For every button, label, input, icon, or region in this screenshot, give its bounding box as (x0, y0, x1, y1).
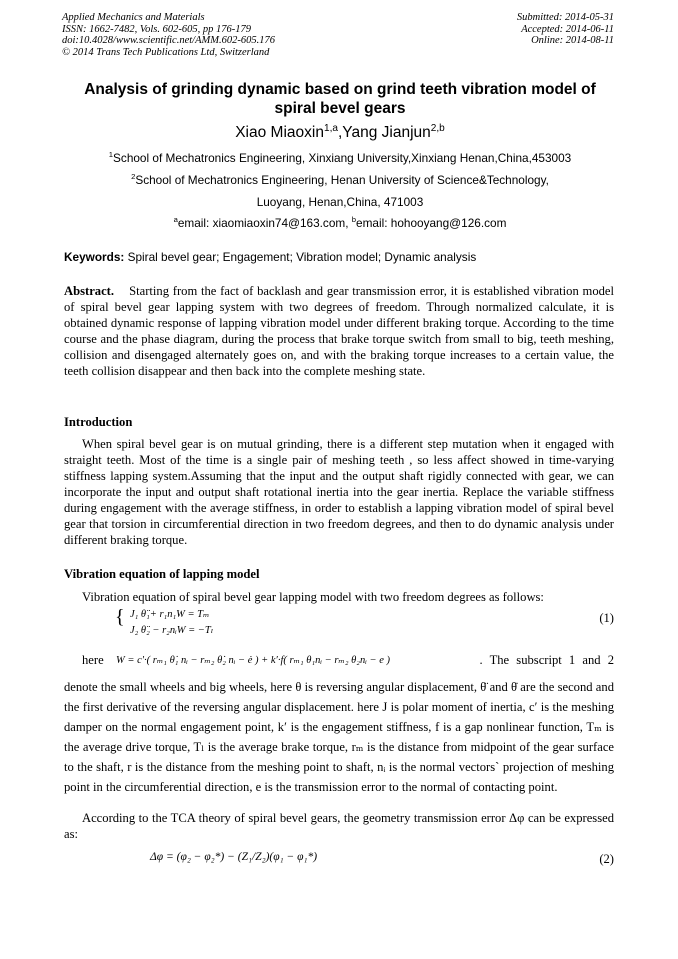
aff1-sup: 1 (108, 150, 114, 160)
here-label: here (82, 653, 104, 667)
w-equation: W = c′·( rₘ₁ θ̇₁ nᵢ − rₘ₂ θ̇₂ nᵢ − ė ) + k′·f( rₘ₁ θ₁nᵢ − rₘ₂ θ₂nᵢ − e ) (116, 655, 390, 666)
equation-brace: { (115, 606, 125, 628)
equation-2: Δφ = (φ₂ − φ₂*) − (Z₁/Z₂)(φ₁ − φ₁*) (150, 851, 318, 863)
equation-1-number: (1) (599, 611, 614, 625)
copyright-line: © 2014 Trans Tech Publications Ltd, Switzerland (62, 46, 270, 58)
keywords (64, 250, 476, 264)
author-1: Xiao Miaoxin (235, 124, 324, 141)
abstract-label: Abstract. (64, 284, 115, 298)
author-2: Yang Jianjun (342, 124, 431, 141)
author-separator: , (337, 124, 343, 141)
submitted-date: Submitted: 2014-05-31 (516, 12, 614, 23)
affiliation-2-cont: Luoyang, Henan,China, 471003 (256, 195, 424, 209)
emails (60, 216, 620, 230)
aff2-sup: 2 (131, 172, 136, 182)
journal-name: Applied Mechanics and Materials (62, 12, 205, 23)
abstract (64, 283, 614, 379)
abstract-text: Starting from the fact of backlash and gear transmission error, it is established vibration model of spiral bevel gear lapping system with two degrees of freedom. Through normalized calculate, it is obtained dynamic response of lapping vibration model under different braking torque. According to the time course and the phase diagram, during the process that brake torque switch from small to big, teeth meshing, collision and disengaged alternately goes on, and with the braking torque increases to a certain value, the teeth collision disappear and then back into the complete meshing state. (64, 284, 615, 378)
equation-1-line-1: J₁ θ̈₁+ r₁n₁W = Tₘ (130, 609, 210, 620)
aff2-text: School of Mechatronics Engineering, Henan University of Science&Technology, (135, 173, 549, 187)
aff1-text: School of Mechatronics Engineering, Xinxiang University,Xinxiang Henan,China,453003 (113, 151, 572, 165)
email-b-sup: b (351, 215, 357, 225)
author-2-sup: 2,b (430, 122, 445, 134)
intro-text: When spiral bevel gear is on mutual grinding, there is a different step mutation when it engaged with straight teeth. Most of the time is a single pair of meshing teeth , so less affect showed in time-varying stiffness lapping system.Assuming that the input and the output shaft rigidly connected with gear, we can incorporate the input and output shaft rotational inertia into the gear inertia. Replace the variable stiffness during engagement with the average stiffness, in order to establish a lapping vibration model of spiral bevel gear that torsion in circumferential direction in two freedom degrees, and then to do dynamic analysis under different braking torque. (64, 437, 614, 547)
title-line-1: Analysis of grinding dynamic based on grind teeth vibration model of (84, 81, 596, 98)
after-w-text: . The subscript 1 and 2 (479, 653, 614, 667)
journal-info (62, 12, 275, 58)
authors (60, 124, 620, 142)
online-date: Online: 2014-08-11 (531, 35, 614, 47)
tca-text: According to the TCA theory of spiral bevel gears, the geometry transmission error Δφ can be expressed as: (64, 811, 614, 841)
affiliation-2 (60, 173, 620, 187)
keywords-text: Spiral bevel gear; Engagement; Vibration model; Dynamic analysis (124, 250, 477, 264)
vibration-intro: Vibration equation of spiral bevel gear lapping model with two freedom degrees as follows: (82, 590, 544, 604)
dates-info (517, 12, 614, 47)
accepted-date: Accepted: 2014-06-11 (521, 23, 614, 35)
intro-heading: Introduction (64, 415, 133, 429)
email-a: email: xiaomiaoxin74@163.com, (177, 216, 352, 230)
vibration-symbols-text: denote the small wheels and big wheels, here θ is reversing angular displacement, θ̈ and θ̇ are the second and the first derivative of the reversing angular displacement. here J is polar moment of inertia, c′ is the meshing damper on the normal engagement point, k′ is the engagement stiffness, f is a gap nonlinear function, Tₘ is the average drive torque, Tₗ is the average brake torque, rₘ is the distance from midpoint of the gear surface to the shaft, r is the distance from the meshing point to shaft, nᵢ is the normal vectors` projection of meshing point in the circumferential direction, e is the transmission error to the normal of contacting point. (64, 680, 614, 794)
author-1-sup: 1,a (323, 122, 338, 134)
doi-line: doi:10.4028/www.scientific.net/AMM.602-605.176 (62, 35, 275, 47)
vibration-heading: Vibration equation of lapping model (64, 567, 260, 581)
keywords-label: Keywords: (64, 250, 125, 264)
equation-2-number: (2) (599, 852, 614, 866)
title-line-2: spiral bevel gears (274, 100, 406, 117)
email-a-sup: a (173, 215, 178, 225)
email-b: email: hohooyang@126.com (356, 216, 507, 230)
affiliation-1 (60, 151, 620, 165)
equation-1-line-2: J₂ θ̈₂ − r₂nᵢW = −Tₗ (130, 625, 214, 636)
paper-title (60, 80, 620, 118)
issn-line: ISSN: 1662-7482, Vols. 602-605, pp 176-179 (62, 23, 251, 35)
